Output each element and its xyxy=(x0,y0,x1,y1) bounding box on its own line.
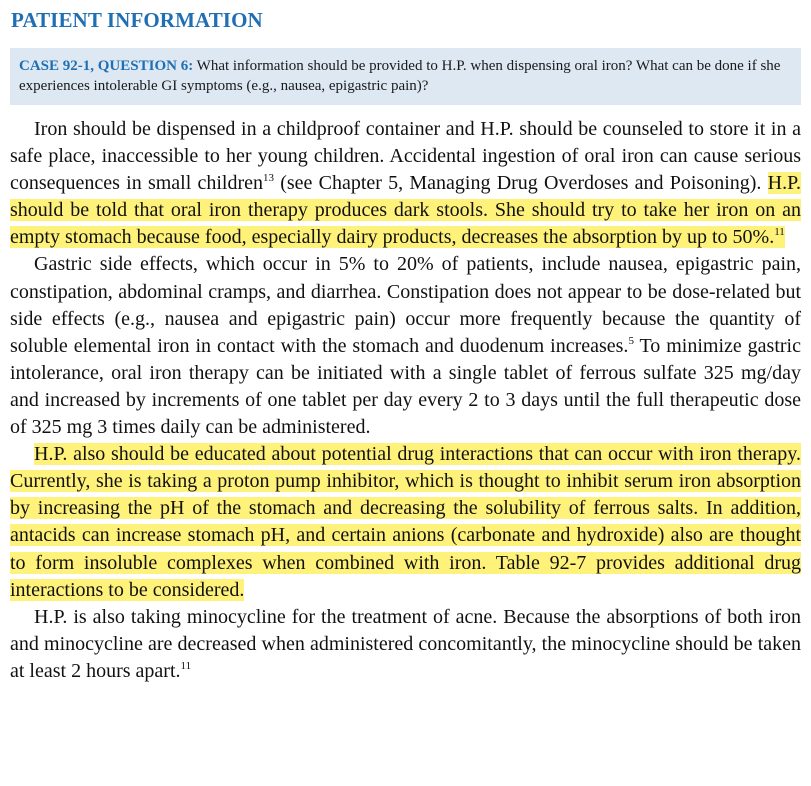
paragraph-3 xyxy=(10,441,801,604)
section-heading: PATIENT INFORMATION xyxy=(11,8,263,32)
reference-5: 5 xyxy=(628,334,634,347)
body-text xyxy=(10,116,801,685)
p4-text: H.P. is also taking minocycline for the treatment of acne. Because the absorptions of both iron and minocycline are decreased when administered concomitantly, the minocycline should be taken at least 2 hours apart. xyxy=(10,605,801,682)
p3-highlight-text: H.P. also should be educated about potential drug interactions that can occur with iron therapy. Currently, she is taking a proton pump inhibitor, which is thought to inhibit serum iron absorption by increasing the pH of the stomach and decreasing the solubility of ferrous salts. In addition, antacids can increase stomach pH, and certain anions (carbonate and hydroxide) also are thought to form insoluble complexes when combined with iron. Table 92-7 provides additional drug interactions to be considered. xyxy=(10,443,801,601)
case-question-text: What information should be provided to H.P. when dispensing oral iron? What can be done if she experiences intolerable GI symptoms (e.g., nausea, epigastric pain)? xyxy=(19,58,781,94)
p1-text: Iron should be dispensed in a childproof container and H.P. should be counseled to store it in a safe place, inaccessible to her young children. Accidental ingestion of oral iron can cause serious consequences in small children xyxy=(10,118,801,195)
paragraph-2 xyxy=(10,251,801,441)
case-label: CASE 92-1, QUESTION 6: xyxy=(19,58,194,74)
p2-text: Gastric side effects, which occur in 5% to 20% of patients, include nausea, epigastric pain, constipation, abdominal cramps, and diarrhea. Constipation does not appear to be dose-related but side effects (e.g., nausea and epigastric pain) occur more frequently because the quantity of soluble elemental iron in contact with the stomach and duodenum increases. xyxy=(10,253,801,357)
case-question-box xyxy=(10,48,801,105)
reference-13: 13 xyxy=(263,172,275,185)
reference-11-b: 11 xyxy=(180,659,192,672)
p2-text-cont: To minimize gastric intolerance, oral iron therapy can be initiated with a single tablet of ferrous sulfate 325 mg/day and increased by increments of one tablet per day every 2 to 3 days until the full therapeutic dose of 325 mg 3 times daily can be administered. xyxy=(10,334,801,439)
paragraph-4 xyxy=(10,604,801,685)
reference-11: 11 xyxy=(774,226,785,239)
p1-text-cont: (see Chapter 5, Managing Drug Overdoses and Poisoning). xyxy=(274,172,768,195)
paragraph-1 xyxy=(10,116,801,251)
p1-highlight-text: H.P. should be told that oral iron therapy produces dark stools. She should try to take her iron on an empty stomach because food, especially dairy products, decreases the absorption by up to 50%. xyxy=(10,172,801,249)
